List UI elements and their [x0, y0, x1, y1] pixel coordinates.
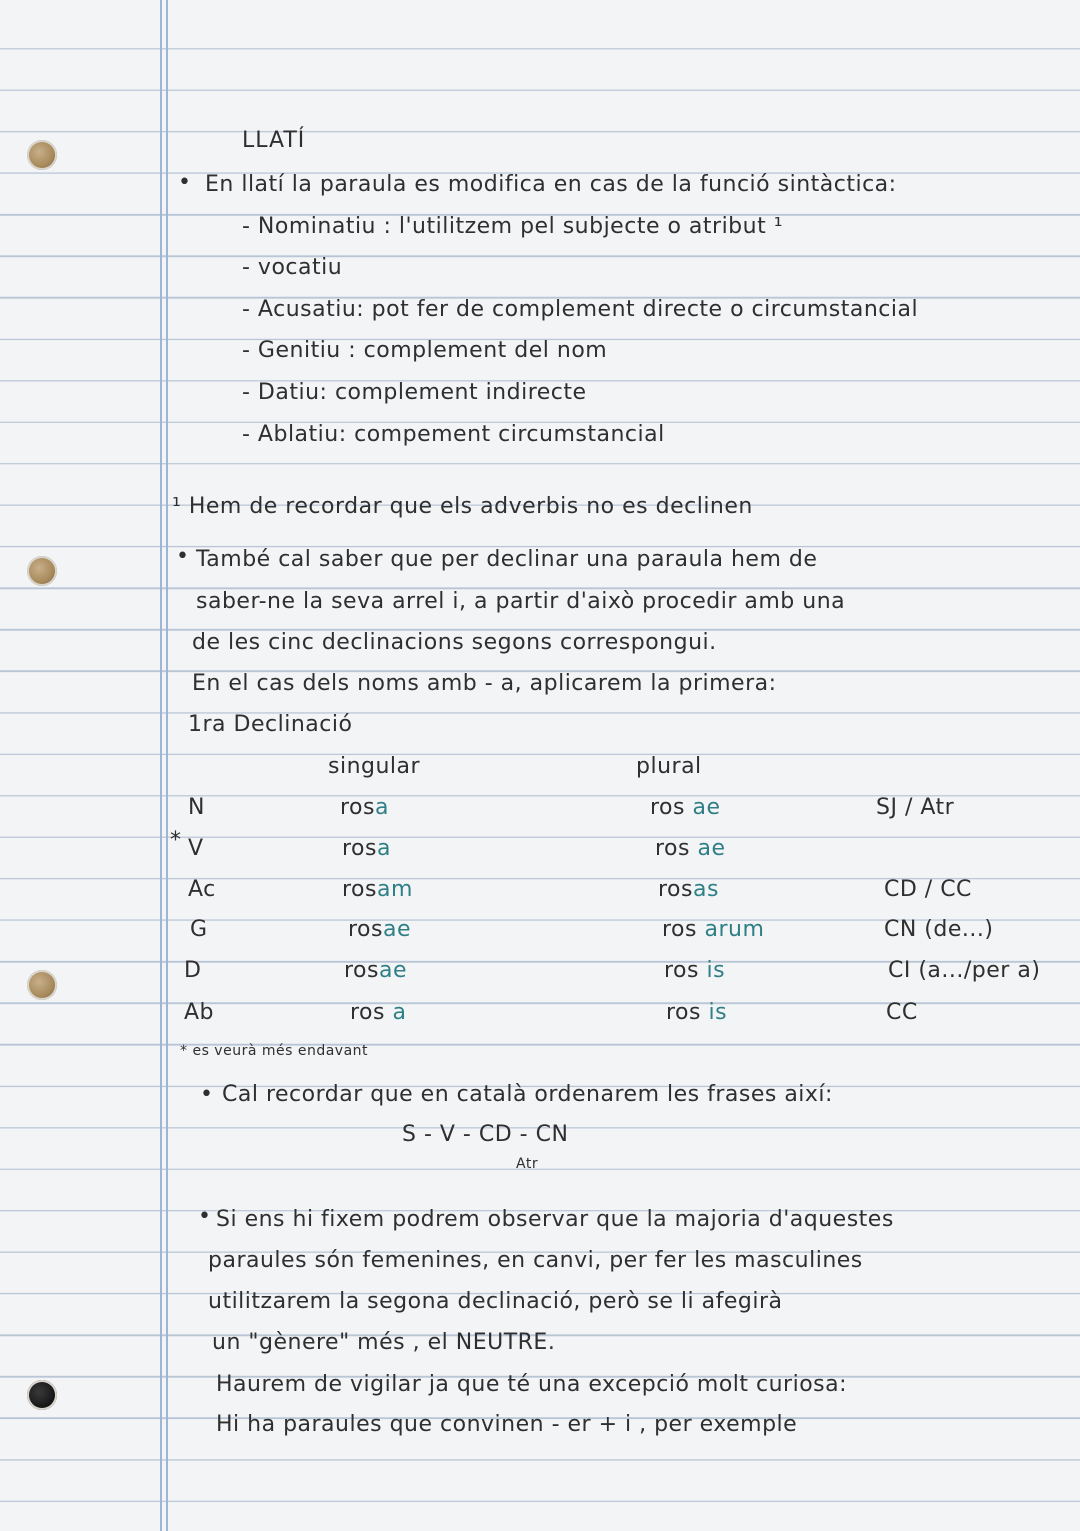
case-line: - Nominatiu : l'utilitzem pel subjecte o atribut ¹	[242, 214, 784, 239]
case-label: N	[188, 795, 205, 820]
formula-subscript: Atr	[516, 1156, 539, 1172]
function-label: CI (a.../per a)	[888, 958, 1041, 983]
paragraph-line: un "gènere" més , el NEUTRE.	[212, 1330, 556, 1355]
word-order-formula: S - V - CD - CN	[402, 1122, 569, 1147]
function-label: CD / CC	[884, 877, 972, 902]
singular-form: rosae	[344, 958, 408, 983]
singular-form: rosa	[342, 836, 391, 861]
plural-form: ros ae	[655, 836, 726, 861]
margin-line	[160, 0, 162, 1531]
paragraph-line: paraules són femenines, en canvi, per fer les masculines	[208, 1248, 863, 1273]
bullet: •	[178, 170, 192, 195]
paragraph-line: Si ens hi fixem podrem observar que la majoria d'aquestes	[216, 1207, 894, 1232]
case-line: - vocatiu	[242, 255, 343, 280]
punch-hole	[27, 970, 57, 1000]
function-label: SJ / Atr	[876, 795, 955, 820]
plural-form: rosas	[658, 877, 719, 902]
case-label: G	[190, 917, 208, 942]
bullet: •	[176, 544, 190, 569]
paragraph-line: Hi ha paraules que convinen - er + i , per exemple	[216, 1412, 798, 1437]
paragraph-line: saber-ne la seva arrel i, a partir d'això procedir amb una	[196, 589, 846, 614]
function-label: CN (de...)	[884, 917, 994, 942]
singular-form: ros a	[350, 1000, 407, 1025]
paragraph-line: Cal recordar que en català ordenarem les frases així:	[222, 1082, 833, 1107]
column-header-singular: singular	[328, 754, 421, 779]
page-title: LLATÍ	[242, 128, 306, 153]
footnote: ¹ Hem de recordar que els adverbis no es declinen	[172, 494, 753, 519]
case-label: D	[184, 958, 202, 983]
intro-text: En llatí la paraula es modifica en cas de la funció sintàctica:	[205, 172, 897, 197]
case-line: - Ablatiu: compement circumstancial	[242, 422, 665, 447]
function-label: CC	[886, 1000, 918, 1025]
paragraph-line: En el cas dels noms amb - a, aplicarem la primera:	[192, 671, 777, 696]
case-line: - Acusatiu: pot fer de complement directe o circumstancial	[242, 297, 919, 322]
bullet: •	[198, 1204, 212, 1229]
punch-hole	[27, 556, 57, 586]
section-heading: 1ra Declinació	[188, 712, 353, 737]
plural-form: ros ae	[650, 795, 721, 820]
case-line: - Datiu: complement indirecte	[242, 380, 587, 405]
margin-line	[166, 0, 168, 1531]
punch-hole	[27, 140, 57, 170]
plural-form: ros is	[664, 958, 726, 983]
case-line: - Genitiu : complement del nom	[242, 338, 608, 363]
singular-form: rosa	[340, 795, 389, 820]
punch-hole	[27, 1380, 57, 1410]
paragraph-line: de les cinc declinacions segons correspongui.	[192, 630, 717, 655]
plural-form: ros arum	[662, 917, 765, 942]
column-header-plural: plural	[636, 754, 702, 779]
singular-form: rosam	[342, 877, 413, 902]
singular-form: rosae	[348, 917, 412, 942]
asterisk-mark: *	[170, 828, 182, 853]
paragraph-line: També cal saber que per declinar una paraula hem de	[196, 547, 818, 572]
paragraph-line: Haurem de vigilar ja que té una excepció molt curiosa:	[216, 1372, 848, 1397]
bullet: •	[200, 1082, 214, 1107]
paragraph-line: utilitzarem la segona declinació, però se li afegirà	[208, 1289, 783, 1314]
case-label: Ab	[184, 1000, 215, 1025]
case-label: V	[188, 836, 204, 861]
case-label: Ac	[188, 877, 216, 902]
declension-note: * es veurà més endavant	[180, 1043, 369, 1059]
plural-form: ros is	[666, 1000, 728, 1025]
